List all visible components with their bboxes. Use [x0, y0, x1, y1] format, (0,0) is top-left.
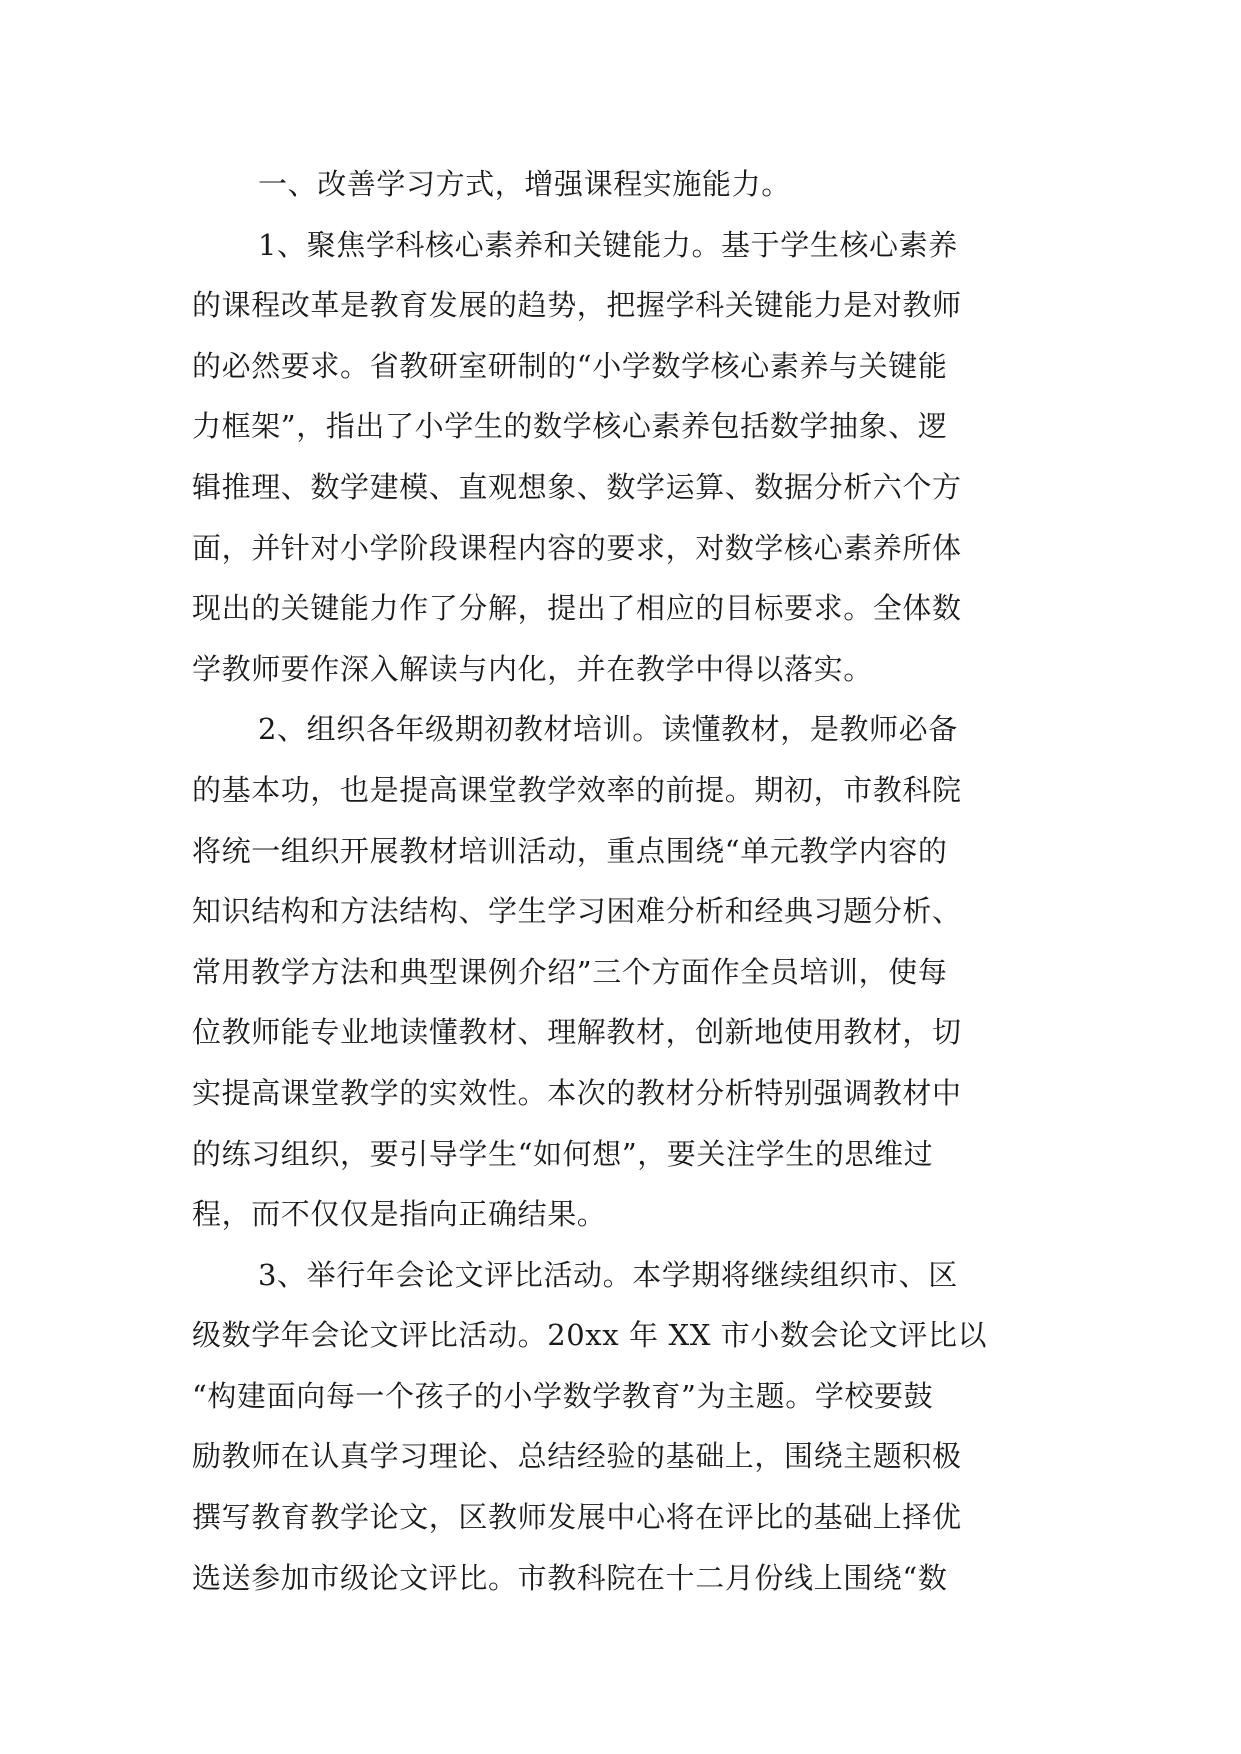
text-line: 的基本功，也是提高课堂教学效率的前提。期初，市教科院: [192, 772, 962, 807]
text-line: 程，而不仅仅是指向正确结果。: [192, 1197, 607, 1232]
text-line: 知识结构和方法结构、学生学习困难分析和经典习题分析、: [192, 894, 962, 929]
text-line: 现出的关键能力作了分解，提出了相应的目标要求。全体数: [192, 591, 962, 626]
text-line: 3、举行年会论文评比活动。本学期将继续组织市、区: [258, 1257, 958, 1292]
text-line: 选送参加市级论文评比。市教科院在十二月份线上围绕“数: [192, 1560, 948, 1595]
text-line: 辑推理、数学建模、直观想象、数学运算、数据分析六个方: [192, 469, 962, 504]
text-line: 学教师要作深入解读与内化，并在教学中得以落实。: [192, 651, 873, 686]
document-body: [192, 154, 1072, 1608]
text-line: 的必然要求。省教研室研制的“小学数学核心素养与关键能: [192, 348, 948, 383]
text-line: “构建面向每一个孩子的小学数学教育”为主题。学校要鼓: [192, 1378, 934, 1413]
text-line: 的练习组织，要引导学生“如何想”，要关注学生的思维过: [192, 1136, 934, 1171]
text-line: 位教师能专业地读懂教材、理解教材，创新地使用教材，切: [192, 1015, 962, 1050]
text-line: 面，并针对小学阶段课程内容的要求，对数学核心素养所体: [192, 530, 962, 565]
text-line: 将统一组织开展教材培训活动，重点围绕“单元教学内容的: [192, 833, 948, 868]
text-line: 撰写教育教学论文，区教师发展中心将在评比的基础上择优: [192, 1500, 962, 1535]
text-line: 2、组织各年级期初教材培训。读懂教材，是教师必备: [258, 712, 958, 747]
text-line: 实提高课堂教学的实效性。本次的教材分析特别强调教材中: [192, 1075, 962, 1110]
text-line: 常用教学方法和典型课例介绍”三个方面作全员培训，使每: [192, 954, 948, 989]
text-line: 一、改善学习方式，增强课程实施能力。: [258, 167, 791, 201]
text-line: 的课程改革是教育发展的趋势，把握学科关键能力是对教师: [192, 288, 962, 323]
text-line: 励教师在认真学习理论、总结经验的基础上，围绕主题积极: [192, 1439, 962, 1474]
text-line: 1、聚焦学科核心素养和关键能力。基于学生核心素养: [258, 227, 958, 262]
text-line: 级数学年会论文评比活动。20xx 年 XX 市小数会论文评比以: [192, 1318, 988, 1353]
text-line: 力框架”，指出了小学生的数学核心素养包括数学抽象、逻: [192, 409, 948, 444]
